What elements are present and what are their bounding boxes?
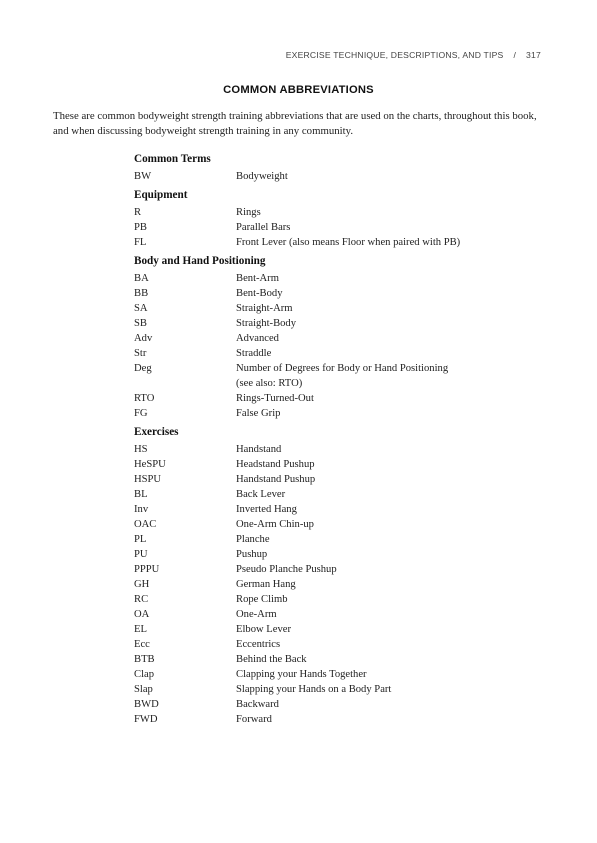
abbreviation-row [134,169,514,184]
abbreviation-row [134,577,514,592]
abbreviation: HS [134,444,148,455]
header-separator: / [513,50,517,60]
meaning-line: (see also: RTO) [236,378,303,389]
abbreviation-row [134,205,514,220]
abbreviation-row [134,391,514,406]
meaning-line: Rings-Turned-Out [236,393,314,404]
abbreviation-row [134,652,514,667]
abbreviation-row [134,406,514,421]
abbreviation-row [134,697,514,712]
abbreviation-meaning [236,346,514,361]
abbreviation: HeSPU [134,459,166,470]
abbreviation-section [134,150,514,184]
page-number: 317 [526,50,541,60]
abbreviation-meaning [236,592,514,607]
abbreviation: BWD [134,699,159,710]
abbreviation-meaning [236,331,514,346]
abbreviation: BTB [134,654,155,665]
meaning-line: Headstand Pushup [236,459,315,470]
abbreviation-row [134,607,514,622]
abbreviations-table [134,150,514,727]
abbreviation: Inv [134,504,149,515]
abbreviation-meaning [236,622,514,637]
abbreviation-meaning [236,301,514,316]
abbreviation-section [134,186,514,250]
abbreviation-row [134,220,514,235]
abbreviation: R [134,207,142,218]
abbreviation-meaning [236,169,514,184]
abbreviation-section [134,423,514,727]
abbreviation-meaning [236,697,514,712]
abbreviation-meaning [236,442,514,457]
abbreviation-meaning [236,712,514,727]
abbreviation-row [134,682,514,697]
section-title: Equipment [134,189,188,201]
abbreviation-row [134,472,514,487]
abbreviation: FG [134,408,148,419]
abbreviation-meaning [236,667,514,682]
meaning-line: Pseudo Planche Pushup [236,564,337,575]
abbreviation: HSPU [134,474,162,485]
meaning-line: False Grip [236,408,281,419]
abbreviation: SB [134,318,147,329]
abbreviation-meaning [236,472,514,487]
abbreviation-meaning [236,577,514,592]
abbreviation-meaning [236,286,514,301]
intro-paragraph: These are common bodyweight strength training abbreviations that are used on the charts, throughout this book, and when discussing bodyweight strength training in any community. [53,110,537,137]
abbreviation-row [134,547,514,562]
meaning-line: German Hang [236,579,296,590]
meaning-line: Number of Degrees for Body or Hand Positioning [236,363,449,374]
abbreviation-row [134,442,514,457]
abbreviation-meaning [236,271,514,286]
abbreviation-meaning [236,517,514,532]
abbreviation-meaning [236,391,514,406]
abbreviation: RTO [134,393,155,404]
section-title: Exercises [134,426,179,438]
abbreviation-row [134,301,514,316]
abbreviation: BL [134,489,148,500]
abbreviation-meaning [236,316,514,331]
abbreviation: EL [134,624,147,635]
meaning-line: Straddle [236,348,272,359]
abbreviation-row [134,592,514,607]
abbreviation-row [134,487,514,502]
abbreviation: GH [134,579,150,590]
abbreviation-row [134,622,514,637]
meaning-line: Pushup [236,549,268,560]
meaning-line: Clapping your Hands Together [236,669,367,680]
abbreviation-row [134,517,514,532]
abbreviation-row [134,457,514,472]
meaning-line: Planche [236,534,270,545]
abbreviation: PL [134,534,147,545]
meaning-line: Advanced [236,333,279,344]
running-head [286,50,541,60]
abbreviation-row [134,286,514,301]
meaning-line: Slapping your Hands on a Body Part [236,684,392,695]
meaning-line: Behind the Back [236,654,307,665]
page-title: COMMON ABBREVIATIONS [223,84,374,96]
meaning-line: One-Arm [236,609,277,620]
meaning-line: Straight-Arm [236,303,293,314]
abbreviation: PB [134,222,147,233]
running-title: EXERCISE TECHNIQUE, DESCRIPTIONS, AND TIPS [285,50,504,60]
abbreviation-row [134,667,514,682]
abbreviation: PPPU [134,564,160,575]
abbreviation-row [134,331,514,346]
meaning-line: Rings [236,207,261,218]
abbreviation-row [134,712,514,727]
meaning-line: Bent-Arm [236,273,279,284]
abbreviation-row [134,235,514,250]
abbreviation: Slap [134,684,153,695]
meaning-line: Backward [236,699,279,710]
abbreviation-meaning [236,457,514,472]
meaning-line: Back Lever [236,489,286,500]
abbreviation-meaning [236,637,514,652]
meaning-line: Handstand [236,444,282,455]
abbreviation-row [134,271,514,286]
abbreviation-row [134,316,514,331]
abbreviation-row [134,361,514,391]
abbreviation-meaning [236,532,514,547]
abbreviation-meaning [236,220,514,235]
abbreviation-meaning [236,487,514,502]
abbreviation-meaning [236,607,514,622]
abbreviation-meaning [236,361,514,391]
meaning-line: Rope Climb [236,594,288,605]
abbreviation: Str [134,348,147,359]
abbreviation: OAC [134,519,157,530]
section-title: Body and Hand Positioning [134,255,266,267]
section-title: Common Terms [134,153,211,165]
abbreviation-meaning [236,235,514,250]
meaning-line: Handstand Pushup [236,474,316,485]
abbreviation-row [134,346,514,361]
abbreviation: FWD [134,714,158,725]
abbreviation-row [134,562,514,577]
abbreviation-section [134,252,514,421]
meaning-line: Forward [236,714,272,725]
meaning-line: Parallel Bars [236,222,291,233]
abbreviation: SA [134,303,148,314]
abbreviation: BW [134,171,152,182]
abbreviation-meaning [236,682,514,697]
meaning-line: Eccentrics [236,639,281,650]
abbreviation-row [134,532,514,547]
abbreviation: RC [134,594,149,605]
abbreviation-meaning [236,406,514,421]
meaning-line: Front Lever (also means Floor when paired with PB) [236,237,461,248]
abbreviation-meaning [236,205,514,220]
abbreviation: Clap [134,669,155,680]
abbreviation: PU [134,549,148,560]
meaning-line: Bent-Body [236,288,283,299]
meaning-line: One-Arm Chin-up [236,519,314,530]
abbreviation-meaning [236,502,514,517]
abbreviation: Ecc [134,639,150,650]
abbreviation-meaning [236,652,514,667]
meaning-line: Bodyweight [236,171,288,182]
abbreviation: BA [134,273,149,284]
abbreviation: Adv [134,333,153,344]
abbreviation-meaning [236,547,514,562]
abbreviation: BB [134,288,149,299]
abbreviation: FL [134,237,147,248]
abbreviation-meaning [236,562,514,577]
abbreviation-row [134,637,514,652]
meaning-line: Straight-Body [236,318,297,329]
meaning-line: Elbow Lever [236,624,292,635]
abbreviation-row [134,502,514,517]
abbreviation: Deg [134,363,152,374]
abbreviation: OA [134,609,150,620]
meaning-line: Inverted Hang [236,504,297,515]
